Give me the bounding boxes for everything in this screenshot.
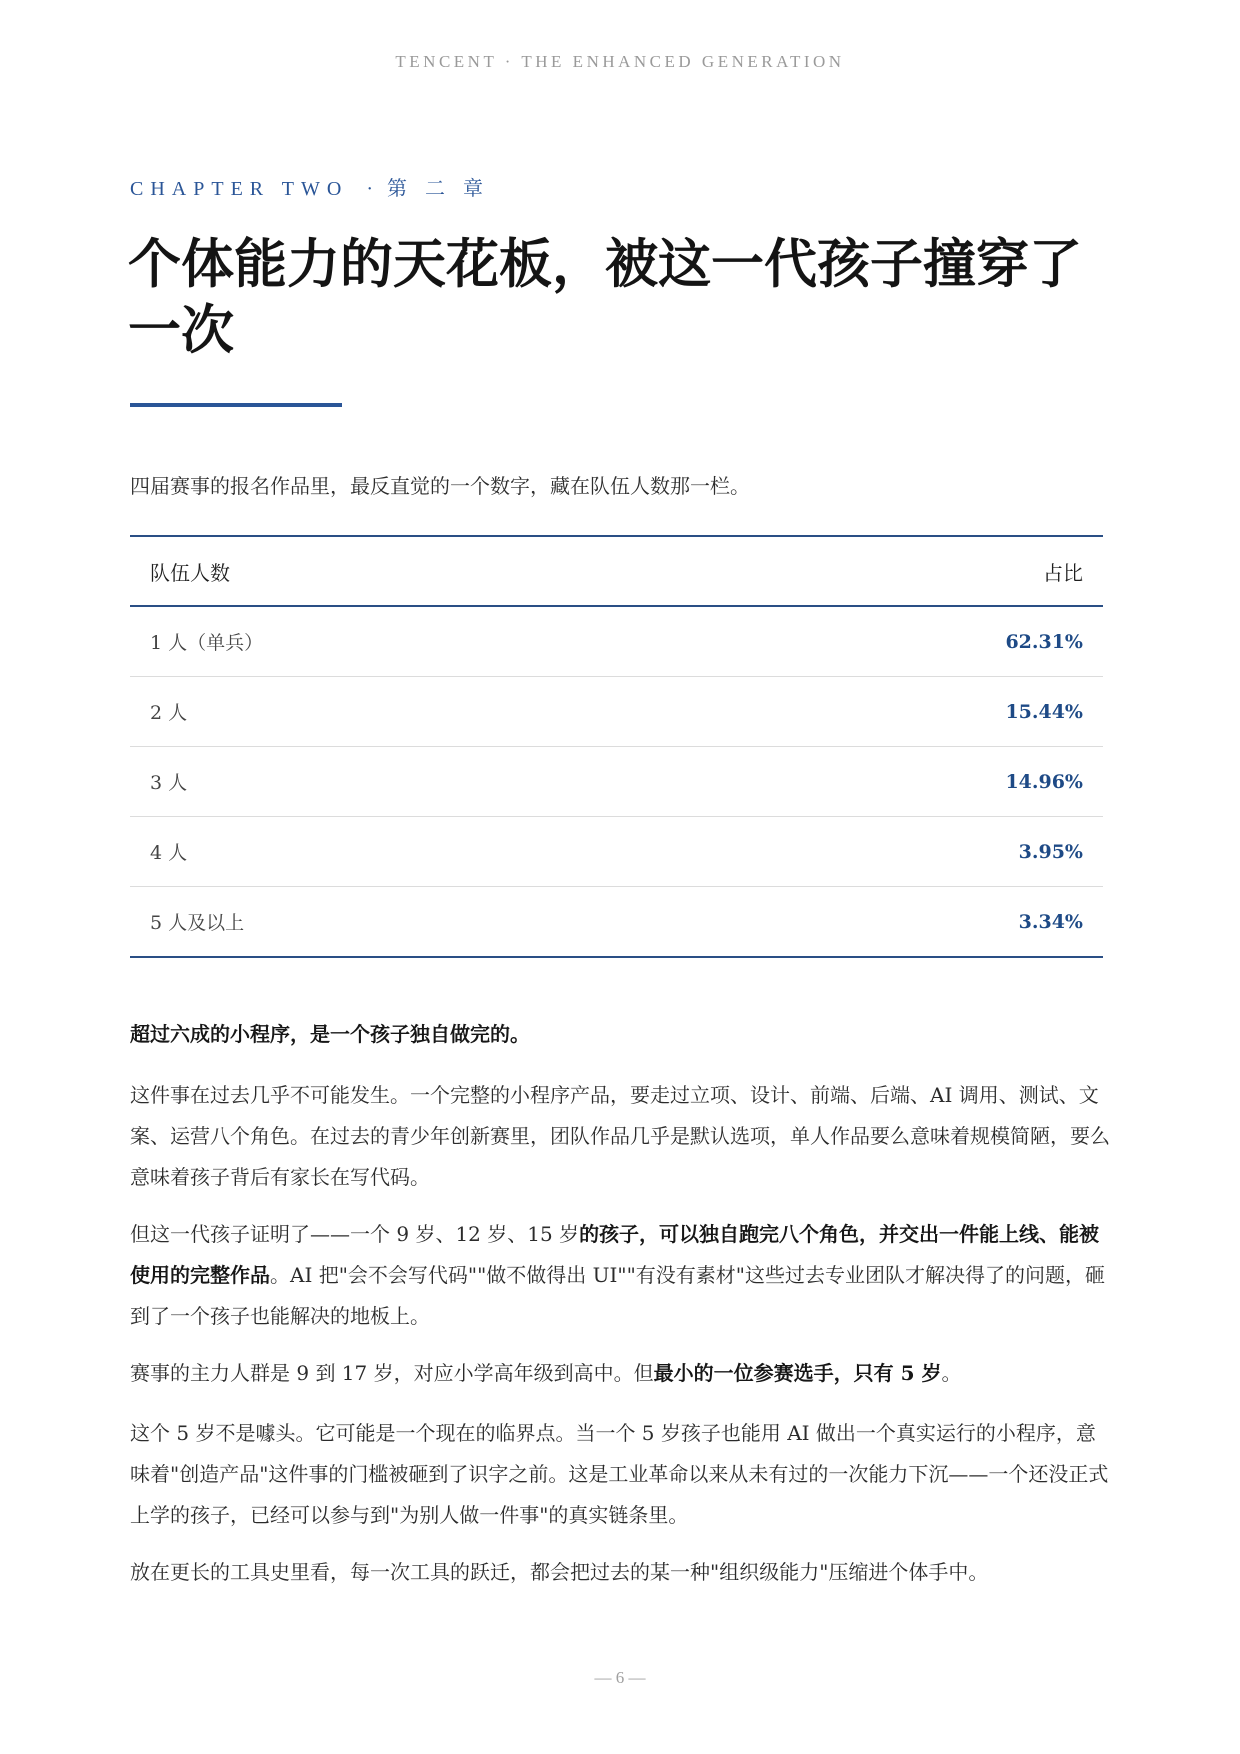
- page-number: — 6 —: [594, 1668, 646, 1687]
- paragraph-proof-emphasis: 的孩子，可以独自跑完八个角色，并交出一件能上线、能被使用的完整作品: [130, 1222, 1100, 1287]
- table-row: [130, 747, 1103, 817]
- running-header: TENCENT · THE ENHANCED GENERATION: [395, 52, 845, 71]
- paragraph-tool-history: 放在更长的工具史里看，每一次工具的跃迁，都会把过去的某一种"组织级能力"压缩进个体手中。: [130, 1560, 989, 1584]
- team-size-table: [130, 535, 1103, 958]
- row-value: 15.44%: [1005, 700, 1083, 723]
- table-row: [130, 887, 1103, 956]
- intro-text: 四届赛事的报名作品里，最反直觉的一个数字，藏在队伍人数那一栏。: [130, 474, 750, 498]
- paragraph-proof-part-1: 但这一代孩子证明了——一个 9 岁、12 岁、15 岁: [130, 1222, 580, 1246]
- row-label: 5 人及以上: [150, 912, 245, 934]
- row-value: 3.34%: [1018, 910, 1083, 933]
- column-header-team-size: 队伍人数: [150, 560, 230, 585]
- row-label: 1 人（单兵）: [150, 632, 264, 654]
- paragraph-age-emphasis: 最小的一位参赛选手，只有 5 岁: [653, 1361, 942, 1385]
- paragraph-context: 这件事在过去几乎不可能发生。一个完整的小程序产品，要走过立项、设计、前端、后端、AI 调用、测试、文案、运营八个角色。在过去的青少年创新赛里，团队作品几乎是默认选项，单人作品要么意味着规模简陋，要么意味着孩子背后有家长在写代码。: [130, 1083, 1110, 1189]
- chapter-separator: ·: [366, 178, 373, 200]
- chapter-label: [130, 172, 501, 201]
- row-label: 3 人: [150, 772, 188, 794]
- paragraph-key-finding: 超过六成的小程序，是一个孩子独自做完的。: [130, 1022, 530, 1046]
- row-value: 3.95%: [1018, 840, 1083, 863]
- paragraph-age-range: [130, 1353, 1110, 1394]
- table-row: [130, 677, 1103, 747]
- row-value: 62.31%: [1005, 630, 1083, 653]
- row-label: 2 人: [150, 702, 188, 724]
- row-value: 14.96%: [1005, 770, 1083, 793]
- column-header-share: 占比: [1043, 560, 1083, 585]
- chapter-label-en: CHAPTER TWO: [130, 178, 349, 200]
- table-header: [130, 537, 1103, 607]
- paragraph-threshold: 这个 5 岁不是噱头。它可能是一个现在的临界点。当一个 5 岁孩子也能用 AI 做出一个真实运行的小程序，意味着"创造产品"这件事的门槛被砸到了识字之前。这是工业革命以来从未有过的一次能力下沉——一个还没正式上学的孩子，已经可以参与到"为别人做一件事"的真实链条里。: [130, 1421, 1109, 1527]
- paragraph-proof: [130, 1214, 1110, 1337]
- title-underline: [130, 403, 342, 407]
- paragraph-age-part-2: 。: [941, 1361, 962, 1385]
- paragraph-age-part-1: 赛事的主力人群是 9 到 17 岁，对应小学高年级到高中。但: [130, 1361, 654, 1385]
- row-label: 4 人: [150, 842, 188, 864]
- chapter-label-cn: 第二章: [386, 178, 501, 200]
- table-row: [130, 817, 1103, 887]
- table-row: [130, 607, 1103, 677]
- page-title: 个体能力的天花板，被这一代孩子撞穿了一次: [128, 234, 1082, 361]
- paragraph-proof-part-2: 。AI 把"会不会写代码""做不做得出 UI""有没有素材"这些过去专业团队才解决得了的问题，砸到了一个孩子也能解决的地板上。: [130, 1263, 1106, 1328]
